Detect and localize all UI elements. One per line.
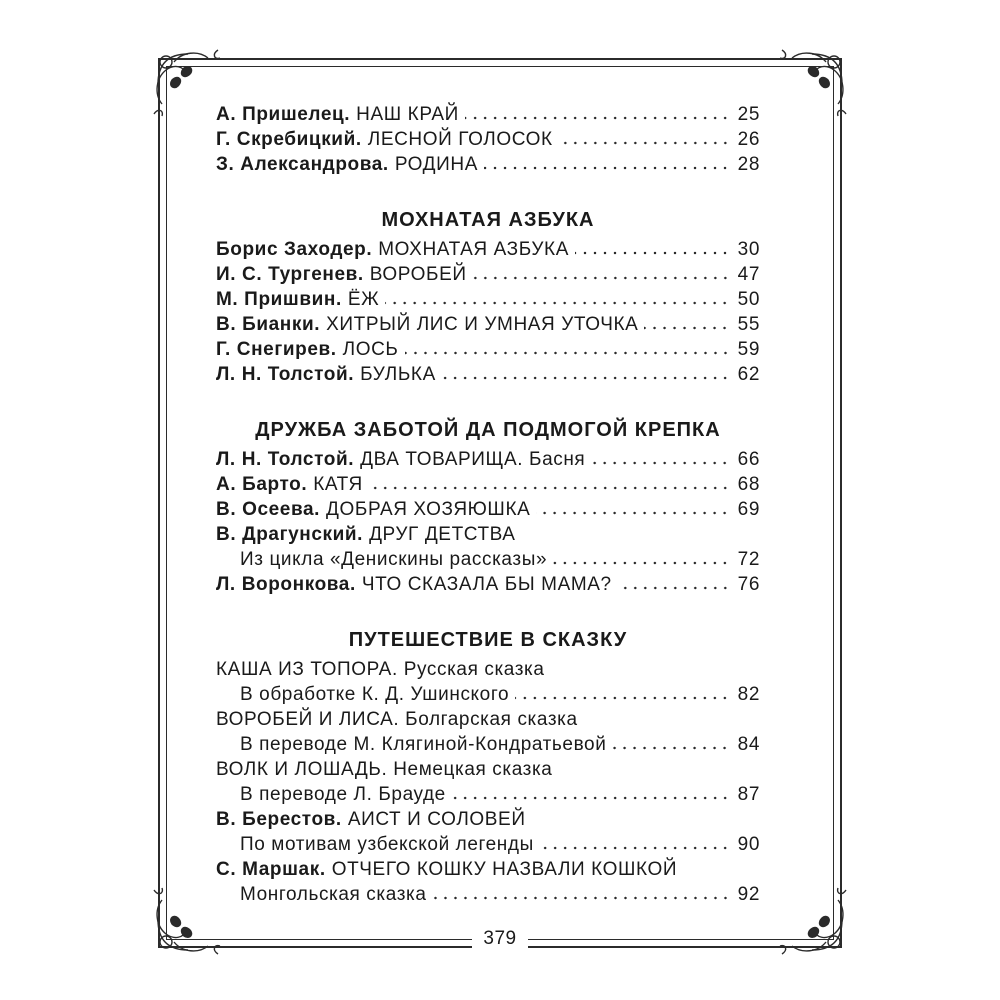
dot-leader [452,791,730,801]
dot-leader [540,841,730,851]
toc-title: ВОЛК И ЛОШАДЬ. Немецкая сказка [216,759,553,780]
toc-page-number: 62 [737,364,760,385]
toc-entry[interactable] [216,364,760,389]
toc-author: С. Маршак. [216,859,326,880]
toc-title: НАШ КРАЙ [356,104,459,125]
toc-page-number: 28 [737,154,760,175]
toc-author: Г. Снегирев. [216,339,337,360]
toc-page-number: 55 [737,314,760,335]
toc-author: В. Бианки. [216,314,321,335]
toc-title: РОДИНА [394,154,478,175]
toc-title: ЛЕСНОЙ ГОЛОСОК [367,129,553,150]
dot-leader [465,111,730,121]
toc-author: Л. Н. Толстой. [216,364,355,385]
toc-title: ХИТРЫЙ ЛИС И УМНАЯ УТОЧКА [326,314,639,335]
toc-entry-subline[interactable] [216,884,760,909]
toc-entry[interactable] [216,154,760,179]
toc-page-number: 59 [737,339,760,360]
toc-page-number: 87 [737,784,760,805]
dot-leader [515,691,730,701]
toc-author: Г. Скребицкий. [216,129,362,150]
toc-title: АИСТ И СОЛОВЕЙ [347,809,526,830]
toc-subtitle: В переводе М. Клягиной-Кондратьевой [240,734,607,755]
toc-entry-subline[interactable] [216,549,760,574]
toc-title: ВОРОБЕЙ И ЛИСА. Болгарская сказка [216,709,578,730]
dot-leader [575,246,730,256]
corner-ornament-bottom-right [772,880,852,960]
toc-entry-heading-line[interactable] [216,809,760,834]
toc-entry[interactable] [216,129,760,154]
toc-entry[interactable] [216,574,760,599]
toc-page-number: 30 [737,239,760,260]
toc-page-number: 25 [737,104,760,125]
toc-title: ОТЧЕГО КОШКУ НАЗВАЛИ КОШКОЙ [331,859,678,880]
toc-title: ЧТО СКАЗАЛА БЫ МАМА? [361,574,612,595]
dot-leader [591,456,730,466]
section-heading: МОХНАТАЯ АЗБУКА [381,209,595,231]
toc-entry-subline[interactable] [216,684,760,709]
dot-leader [442,371,730,381]
toc-page-number: 50 [737,289,760,310]
toc-page-number: 26 [737,129,760,150]
toc-entry[interactable] [216,449,760,474]
toc-entry-subline[interactable] [216,784,760,809]
table-of-contents [216,104,760,909]
toc-page-number: 69 [737,499,760,520]
toc-page-number: 92 [737,884,760,905]
toc-subtitle: Из цикла «Денискины рассказы» [240,549,548,570]
toc-author: Л. Н. Толстой. [216,449,355,470]
corner-ornament-top-right [772,44,852,124]
toc-page-number: 82 [737,684,760,705]
toc-title: ДРУГ ДЕТСТВА [369,524,516,545]
toc-entry[interactable] [216,264,760,289]
toc-author: И. С. Тургенев. [216,264,364,285]
toc-title: ДВА ТОВАРИЩА. Басня [360,449,586,470]
toc-page-number: 66 [737,449,760,470]
toc-author: З. Александрова. [216,154,389,175]
toc-entry-heading-line[interactable] [216,759,760,784]
toc-entry-heading-line[interactable] [216,709,760,734]
toc-subtitle: По мотивам узбекской легенды [240,834,534,855]
dot-leader [484,161,730,171]
toc-entry-subline[interactable] [216,834,760,859]
dot-leader [612,741,730,751]
dot-leader [433,891,730,901]
toc-author: А. Барто. [216,474,308,495]
section-heading: ПУТЕШЕСТВИЕ В СКАЗКУ [348,629,628,651]
toc-entry[interactable] [216,339,760,364]
toc-title: МОХНАТАЯ АЗБУКА [378,239,569,260]
toc-page-number: 47 [737,264,760,285]
toc-entry[interactable] [216,474,760,499]
toc-page-number: 84 [737,734,760,755]
toc-page-number: 72 [737,549,760,570]
toc-entry[interactable] [216,289,760,314]
toc-entry[interactable] [216,499,760,524]
toc-title: ЛОСЬ [342,339,399,360]
toc-entry-subline[interactable] [216,734,760,759]
toc-title: БУЛЬКА [360,364,436,385]
dot-leader [473,271,730,281]
page-number: 379 [472,926,528,952]
toc-subtitle: В обработке К. Д. Ушинского [240,684,510,705]
toc-author: М. Пришвин. [216,289,342,310]
toc-page-number: 76 [737,574,760,595]
toc-author: В. Драгунский. [216,524,364,545]
toc-subtitle: В переводе Л. Брауде [240,784,446,805]
dot-leader [644,321,730,331]
toc-entry[interactable] [216,104,760,129]
dot-leader [559,136,730,146]
toc-author: Борис Заходер. [216,239,373,260]
toc-entry[interactable] [216,239,760,264]
dot-leader [618,581,730,591]
toc-entry-heading-line[interactable] [216,659,760,684]
dot-leader [369,481,730,491]
dot-leader [536,506,730,516]
toc-title: КАША ИЗ ТОПОРА. Русская сказка [216,659,545,680]
dot-leader [405,346,731,356]
dot-leader [385,296,730,306]
toc-entry[interactable] [216,314,760,339]
toc-title: ЁЖ [347,289,380,310]
toc-author: В. Берестов. [216,809,342,830]
toc-author: В. Осеева. [216,499,321,520]
toc-page-number: 68 [737,474,760,495]
toc-page-number: 90 [737,834,760,855]
toc-subtitle: Монгольская сказка [240,884,427,905]
toc-entry-heading-line[interactable] [216,524,760,549]
dot-leader [553,556,730,566]
toc-entry-heading-line[interactable] [216,859,760,884]
toc-author: Л. Воронкова. [216,574,356,595]
toc-title: КАТЯ [313,474,363,495]
toc-title: ДОБРАЯ ХОЗЯЮШКА [326,499,531,520]
toc-author: А. Пришелец. [216,104,351,125]
toc-title: ВОРОБЕЙ [369,264,467,285]
section-heading: ДРУЖБА ЗАБОТОЙ ДА ПОДМОГОЙ КРЕПКА [255,419,721,441]
